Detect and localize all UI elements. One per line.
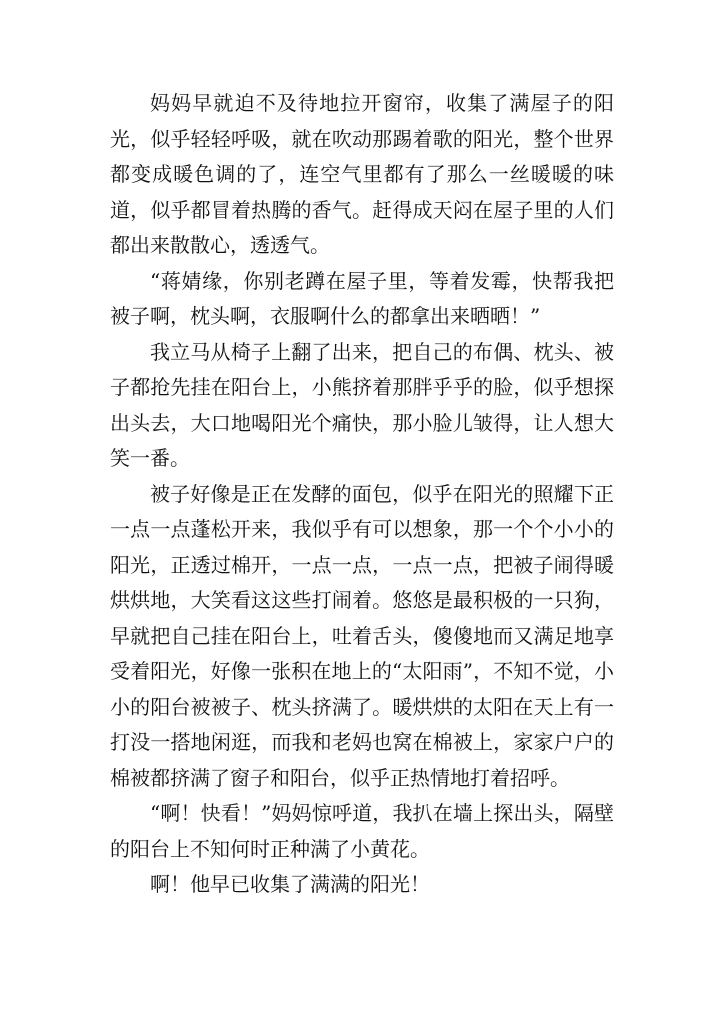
- paragraph-4: 被子好像是正在发酵的面包，似乎在阳光的照耀下正一点一点蓬松开来，我似乎有可以想象，那一个个小小的阳光，正透过棉开，一点一点，一点一点，把被子闹得暖烘烘地，大笑看这这些打闹着。悠悠是最积极的一只狗，早就把自己挂在阳台上，吐着舌头，傻傻地而又满足地享受着阳光，好像一张积在地上的“太阳雨”，不知不觉，小小的阳台被被子、枕头挤满了。暖烘烘的太阳在天上有一打没一搭地闲逛，而我和老妈也窝在棉被上，家家户户的棉被都挤满了窗子和阳台，似乎正热情地打着招呼。: [110, 481, 614, 790]
- paragraph-3: 我立马从椅子上翻了出来，把自己的布偶、枕头、被子都抢先挂在阳台上，小熊挤着那胖乎乎的脸，似乎想探出头去，大口地喝阳光个痛快，那小脸儿皱得，让人想大笑一番。: [110, 339, 614, 470]
- paragraph-5: “啊！快看！”妈妈惊呼道，我扒在墙上探出头，隔壁的阳台上不知何时正种满了小黄花。: [110, 801, 614, 861]
- document-body: [110, 86, 614, 903]
- paragraph-2: “蒋婧缘，你别老蹲在屋子里，等着发霉，快帮我把被子啊，枕头啊，衣服啊什么的都拿出来晒晒！”: [110, 268, 614, 328]
- paragraph-6: 啊！他早已收集了满满的阳光！: [150, 872, 430, 896]
- paragraph-1: 妈妈早就迫不及待地拉开窗帘，收集了满屋子的阳光，似乎轻轻呼吸，就在吹动那踢着歌的阳光，整个世界都变成暖色调的了，连空气里都有了那么一丝暖暖的味道，似乎都冒着热腾的香气。赶得成天闷在屋子里的人们都出来散散心，透透气。: [110, 91, 614, 257]
